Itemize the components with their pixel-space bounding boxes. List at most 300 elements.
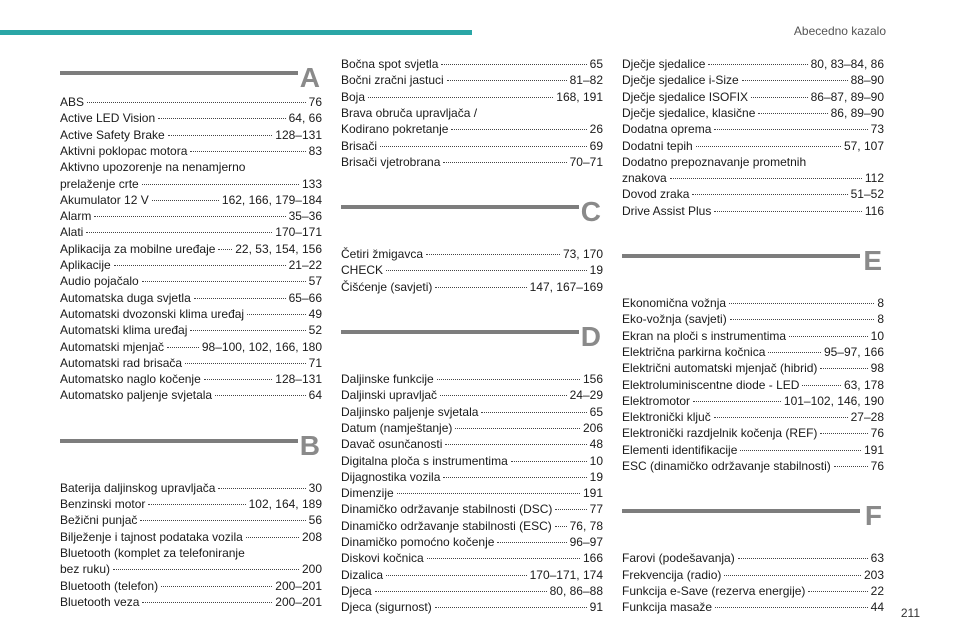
section-divider — [622, 509, 860, 513]
entry-page-refs: 200–201 — [275, 594, 322, 609]
entry-page-refs: 91 — [589, 600, 603, 615]
entry-term: Ekran na ploči s instrumentima — [622, 328, 787, 343]
entry-page-refs: 24–29 — [569, 388, 603, 403]
entry-page-refs: 76, 78 — [569, 518, 603, 533]
entry-term: Automatski rad brisača — [60, 355, 183, 370]
dot-leader — [375, 591, 547, 592]
index-entry[interactable] — [341, 138, 603, 154]
entry-page-refs: 10 — [870, 328, 884, 343]
index-entry[interactable] — [622, 138, 884, 154]
dot-leader — [435, 287, 526, 288]
entry-page-refs: 21–22 — [288, 258, 322, 272]
section-letter: D — [580, 321, 601, 352]
entry-term: Daljinski upravljač — [341, 388, 438, 403]
entry-term: Aplikacija za mobilne uređaje — [60, 241, 216, 256]
entry-term: Boja — [341, 89, 366, 104]
dot-leader — [94, 216, 285, 217]
index-entry[interactable] — [341, 404, 603, 420]
entry-page-refs: 19 — [589, 469, 603, 484]
index-entry[interactable] — [60, 387, 322, 403]
entry-page-refs: 76 — [870, 426, 884, 441]
entry-term: Aktivni poklopac motora — [60, 143, 188, 158]
dot-leader — [204, 379, 273, 380]
index-entry[interactable] — [60, 578, 322, 594]
dot-leader — [435, 607, 587, 608]
entry-page-refs: 22, 53, 154, 156 — [235, 241, 322, 256]
entry-term: Dinamičko održavanje stabilnosti (ESC) — [341, 518, 552, 533]
entry-term: Active LED Vision — [60, 111, 156, 126]
dot-leader — [218, 249, 232, 250]
dot-leader — [441, 64, 586, 65]
entry-page-refs: 64, 66 — [288, 111, 322, 126]
entry-term: Daljinsko paljenje svjetala — [341, 404, 479, 419]
index-entry[interactable] — [341, 56, 603, 72]
entry-term: Davač osunčanosti — [341, 437, 443, 452]
entry-page-refs: 49 — [308, 306, 322, 321]
index-entry[interactable] — [341, 154, 603, 170]
index-entry[interactable] — [341, 436, 603, 452]
dot-leader — [693, 401, 781, 402]
entry-term: Frekvencija (radio) — [622, 567, 722, 582]
dot-leader — [738, 558, 868, 559]
entry-term: Baterija daljinskog upravljača — [60, 480, 216, 495]
entry-page-refs: 35–36 — [288, 209, 322, 224]
dot-leader — [511, 461, 587, 462]
dot-leader — [185, 363, 306, 364]
section-letter: F — [864, 500, 882, 532]
entry-term: Daljinske funkcije — [341, 372, 434, 386]
dot-leader — [724, 575, 861, 576]
dot-leader — [86, 232, 272, 233]
entry-term: Dječje sjedalice, klasične — [622, 105, 756, 120]
entry-page-refs: 170–171 — [275, 225, 322, 240]
entry-page-refs: 95–97, 166 — [823, 344, 884, 359]
dot-leader — [142, 281, 306, 282]
entry-term: Alati — [60, 225, 84, 240]
entry-page-refs: 98 — [870, 361, 884, 376]
index-entry[interactable] — [622, 567, 884, 583]
entry-term: Bluetooth (telefon) — [60, 578, 159, 593]
entry-term: Kodirano pokretanje — [341, 122, 449, 137]
dot-leader — [386, 575, 527, 576]
entry-term: Active Safety Brake — [60, 127, 165, 142]
dot-leader — [440, 395, 567, 396]
dot-leader — [443, 162, 566, 163]
entry-page-refs: 168, 191 — [556, 89, 603, 104]
dot-leader — [114, 265, 286, 266]
dot-leader — [820, 433, 867, 434]
entry-term: Bežični punjač — [60, 513, 138, 528]
entry-term: Automatsko paljenje svjetala — [60, 388, 213, 403]
entry-term: Akumulator 12 V — [60, 192, 149, 207]
dot-leader — [190, 330, 305, 331]
entry-term: Alarm — [60, 209, 92, 224]
index-entry[interactable] — [622, 409, 884, 425]
index-entry[interactable] — [341, 501, 603, 517]
entry-term: Dječje sjedalice ISOFIX — [622, 89, 749, 104]
entry-term: Brisači — [341, 138, 378, 153]
index-entry[interactable] — [60, 94, 322, 110]
page-header-title: Abecedno kazalo — [793, 24, 886, 38]
index-entry-line: Aktivno upozorenje na nenamjerno — [60, 160, 246, 175]
dot-leader — [158, 118, 285, 119]
entry-page-refs: 128–131 — [275, 372, 322, 387]
entry-term: Automatsko naglo kočenje — [60, 372, 201, 387]
dot-leader — [168, 135, 273, 136]
index-entry[interactable] — [60, 224, 322, 240]
index-entry[interactable] — [341, 371, 603, 387]
entry-page-refs: 116 — [864, 203, 884, 218]
index-entry[interactable] — [622, 583, 884, 599]
entry-term: Dodatna oprema — [622, 122, 712, 137]
section-letter: E — [863, 245, 882, 276]
entry-term: prelaženje crte — [60, 176, 139, 191]
index-entry[interactable] — [341, 567, 603, 583]
dot-leader — [742, 80, 848, 81]
entry-term: Eko-vožnja (savjeti) — [622, 312, 727, 327]
entry-page-refs: 52 — [308, 323, 322, 338]
dot-leader — [455, 428, 580, 429]
dot-leader — [730, 319, 875, 320]
index-entry[interactable] — [622, 203, 884, 219]
section-heading — [60, 430, 322, 466]
entry-term: Dizalica — [341, 567, 384, 582]
entry-page-refs: 96–97 — [569, 535, 603, 549]
entry-term: Dinamičko pomoćno kočenje — [341, 535, 495, 549]
index-entry[interactable] — [60, 306, 322, 322]
entry-term: Aplikacije — [60, 258, 111, 272]
entry-page-refs: 73, 170 — [562, 247, 603, 262]
dot-leader — [808, 591, 867, 592]
dot-leader — [670, 178, 862, 179]
section-divider — [622, 254, 860, 258]
index-entry[interactable] — [341, 550, 603, 566]
entry-page-refs: 71 — [308, 355, 322, 370]
index-entry[interactable] — [341, 420, 603, 436]
dot-leader — [142, 184, 299, 185]
entry-page-refs: 8 — [877, 312, 884, 327]
index-entry[interactable] — [60, 322, 322, 338]
entry-page-refs: 65 — [589, 404, 603, 419]
dot-leader — [740, 450, 861, 451]
index-entry-line: Dodatno prepoznavanje prometnih — [622, 154, 807, 169]
entry-term: Elementi identifikacije — [622, 442, 738, 457]
dot-leader — [427, 558, 580, 559]
index-entry[interactable] — [622, 311, 884, 327]
index-entry[interactable] — [622, 442, 884, 458]
entry-term: Dodatni tepih — [622, 138, 693, 153]
index-entry[interactable] — [341, 599, 603, 615]
dot-leader — [834, 466, 868, 467]
index-entry[interactable] — [622, 328, 884, 344]
index-entry[interactable] — [60, 127, 322, 143]
entry-term: Brisači vjetrobrana — [341, 154, 441, 169]
entry-page-refs: 206 — [582, 420, 603, 435]
entry-page-refs: 200–201 — [275, 578, 322, 593]
entry-term: Audio pojačalo — [60, 274, 139, 289]
section-letter: B — [299, 429, 320, 461]
entry-term: Drive Assist Plus — [622, 203, 712, 218]
dot-leader — [768, 352, 821, 353]
dot-leader — [167, 347, 199, 348]
entry-term: Bočni zračni jastuci — [341, 73, 444, 88]
index-entry[interactable] — [60, 594, 322, 610]
entry-page-refs: 51–52 — [850, 187, 884, 202]
index-entry[interactable] — [60, 273, 322, 289]
entry-page-refs: 208 — [301, 529, 322, 544]
index-entry[interactable] — [622, 393, 884, 409]
entry-page-refs: 77 — [589, 502, 603, 517]
index-entry[interactable] — [341, 121, 603, 137]
entry-page-refs: 102, 164, 189 — [248, 497, 322, 511]
entry-page-refs: 128–131 — [275, 127, 322, 142]
entry-page-refs: 8 — [877, 296, 884, 310]
entry-page-refs: 112 — [864, 171, 884, 186]
entry-term: Bočna spot svjetla — [341, 57, 439, 71]
index-entry[interactable] — [60, 241, 322, 257]
entry-term: Dimenzije — [341, 486, 394, 501]
index-entry[interactable] — [622, 295, 884, 311]
entry-page-refs: 30 — [308, 480, 322, 495]
index-entry[interactable] — [341, 518, 603, 534]
index-entry[interactable] — [60, 192, 322, 208]
entry-page-refs: 170–171, 174 — [529, 567, 603, 582]
entry-term: Diskovi kočnica — [341, 551, 424, 566]
dot-leader — [714, 417, 848, 418]
entry-page-refs: 203 — [863, 567, 884, 582]
entry-page-refs: 156 — [582, 372, 603, 386]
entry-page-refs: 166 — [582, 551, 603, 566]
index-entry[interactable] — [60, 480, 322, 496]
entry-page-refs: 70–71 — [569, 154, 603, 169]
index-entry[interactable] — [60, 355, 322, 371]
index-entry[interactable] — [60, 176, 322, 192]
entry-term: Dijagnostika vozila — [341, 469, 441, 484]
entry-page-refs: 162, 166, 179–184 — [221, 192, 322, 207]
dot-leader — [142, 602, 272, 603]
entry-term: znakova — [622, 171, 667, 186]
index-entry[interactable] — [622, 121, 884, 137]
entry-page-refs: 10 — [589, 453, 603, 468]
dot-leader — [194, 298, 286, 299]
dot-leader — [247, 314, 306, 315]
entry-term: Elektromotor — [622, 393, 691, 408]
section-heading — [622, 500, 884, 536]
entry-term: Bilježenje i tajnost podataka vozila — [60, 529, 243, 544]
index-entry[interactable] — [60, 110, 322, 126]
dot-leader — [368, 97, 553, 98]
index-entry[interactable] — [622, 458, 884, 474]
index-entry[interactable] — [622, 170, 884, 186]
dot-leader — [751, 97, 808, 98]
entry-term: Ekonomična vožnja — [622, 296, 727, 310]
entry-term: bez ruku) — [60, 562, 111, 577]
entry-page-refs: 63, 178 — [843, 377, 884, 392]
entry-term: Elektronički razdjelnik kočenja (REF) — [622, 426, 818, 441]
entry-term: Bluetooth veza — [60, 594, 140, 609]
index-entry[interactable] — [341, 534, 603, 550]
index-entry[interactable] — [341, 485, 603, 501]
entry-page-refs: 81–82 — [569, 73, 603, 88]
entry-page-refs: 73 — [870, 122, 884, 137]
entry-page-refs: 26 — [589, 122, 603, 137]
dot-leader — [113, 569, 299, 570]
dot-leader — [497, 542, 566, 543]
entry-page-refs: 65–66 — [288, 290, 322, 305]
dot-leader — [148, 504, 245, 505]
dot-leader — [437, 379, 580, 380]
entry-term: Automatski dvozonski klima uređaj — [60, 306, 245, 321]
entry-term: Dinamičko održavanje stabilnosti (DSC) — [341, 502, 553, 517]
dot-leader — [161, 586, 272, 587]
section-divider — [60, 439, 298, 443]
entry-page-refs: 76 — [870, 459, 884, 473]
entry-page-refs: 191 — [863, 442, 884, 457]
entry-page-refs: 56 — [308, 513, 322, 528]
dot-leader — [246, 537, 299, 538]
dot-leader — [426, 254, 560, 255]
page-number: 211 — [900, 606, 920, 620]
entry-page-refs: 27–28 — [850, 410, 884, 425]
index-entry[interactable] — [60, 208, 322, 224]
entry-page-refs: 57 — [308, 274, 322, 289]
index-entry[interactable] — [341, 453, 603, 469]
entry-term: Električna parkirna kočnica — [622, 344, 766, 359]
index-entry[interactable] — [622, 105, 884, 121]
entry-page-refs: 65 — [589, 57, 603, 71]
entry-page-refs: 69 — [589, 138, 603, 153]
entry-page-refs: 57, 107 — [843, 138, 884, 153]
dot-leader — [758, 113, 827, 114]
entry-term: Četiri žmigavca — [341, 247, 424, 262]
entry-term: Automatski klima uređaj — [60, 323, 188, 338]
index-entry[interactable] — [60, 290, 322, 306]
entry-page-refs: 22 — [870, 583, 884, 598]
index-entry[interactable] — [622, 550, 884, 566]
index-entry[interactable] — [341, 387, 603, 403]
dot-leader — [729, 303, 874, 304]
entry-page-refs: 86, 89–90 — [830, 105, 884, 120]
section-letter: C — [580, 196, 601, 228]
entry-page-refs: 48 — [589, 437, 603, 452]
dot-leader — [820, 368, 867, 369]
index-entry[interactable] — [341, 89, 603, 105]
dot-leader — [190, 151, 305, 152]
dot-leader — [397, 493, 580, 494]
section-divider — [60, 71, 298, 75]
dot-leader — [692, 194, 847, 195]
index-entry-line: Bluetooth (komplet za telefoniranje — [60, 545, 245, 560]
index-entry[interactable] — [60, 512, 322, 528]
entry-page-refs: 86–87, 89–90 — [810, 89, 884, 104]
header-accent-bar — [0, 30, 472, 35]
dot-leader — [380, 146, 587, 147]
index-entry[interactable] — [622, 377, 884, 393]
dot-leader — [152, 200, 219, 201]
dot-leader — [714, 211, 862, 212]
index-entry[interactable] — [60, 496, 322, 512]
dot-leader — [555, 509, 586, 510]
index-entry[interactable] — [60, 143, 322, 159]
dot-leader — [215, 395, 306, 396]
entry-page-refs: 88–90 — [850, 73, 884, 88]
entry-term: Digitalna ploča s instrumentima — [341, 453, 508, 468]
dot-leader — [696, 146, 841, 147]
dot-leader — [802, 385, 841, 386]
dot-leader — [445, 444, 586, 445]
index-entry[interactable] — [341, 72, 603, 88]
entry-page-refs: 133 — [301, 176, 322, 191]
index-entry-line: Brava obruča upravljača / — [341, 105, 478, 120]
entry-page-refs: 63 — [870, 551, 884, 566]
entry-page-refs: 64 — [308, 388, 322, 403]
index-entry[interactable] — [341, 583, 603, 599]
index-entry[interactable] — [60, 257, 322, 273]
index-entry[interactable] — [622, 186, 884, 202]
index-entry[interactable] — [622, 344, 884, 360]
entry-term: Dječje sjedalice — [622, 57, 706, 71]
index-entry[interactable] — [341, 469, 603, 485]
dot-leader — [218, 488, 305, 489]
index-entry[interactable] — [622, 599, 884, 615]
index-entry[interactable] — [622, 56, 884, 72]
section-heading — [341, 321, 603, 357]
dot-leader — [386, 270, 587, 271]
index-entry[interactable] — [622, 360, 884, 376]
index-entry[interactable] — [60, 561, 322, 577]
section-divider — [341, 205, 579, 209]
entry-term: ABS — [60, 95, 85, 109]
entry-page-refs: 83 — [308, 143, 322, 158]
entry-term: CHECK — [341, 263, 384, 278]
entry-term: Elektroluminiscentne diode - LED — [622, 377, 800, 392]
index-entry[interactable] — [622, 425, 884, 441]
index-entry[interactable] — [341, 262, 603, 278]
entry-page-refs: 191 — [582, 486, 603, 501]
index-entry[interactable] — [341, 279, 603, 295]
entry-page-refs: 98–100, 102, 166, 180 — [201, 339, 322, 354]
entry-term: Elektronički ključ — [622, 410, 711, 425]
dot-leader — [481, 412, 586, 413]
entry-page-refs: 19 — [589, 263, 603, 278]
entry-term: Benzinski motor — [60, 497, 146, 511]
entry-term: Djeca — [341, 583, 372, 598]
dot-leader — [443, 477, 586, 478]
entry-term: Automatska duga svjetla — [60, 290, 191, 305]
dot-leader — [789, 336, 868, 337]
dot-leader — [447, 80, 567, 81]
entry-term: Automatski mjenjač — [60, 339, 165, 354]
index-entry[interactable] — [60, 339, 322, 355]
entry-page-refs: 80, 86–88 — [549, 583, 603, 598]
index-entry[interactable] — [622, 72, 884, 88]
section-divider — [341, 330, 579, 334]
entry-page-refs: 101–102, 146, 190 — [783, 393, 884, 408]
index-entry[interactable] — [60, 371, 322, 387]
entry-page-refs: 80, 83–84, 86 — [810, 57, 884, 71]
dot-leader — [451, 129, 586, 130]
dot-leader — [555, 526, 567, 527]
dot-leader — [140, 520, 305, 521]
index-entry[interactable] — [341, 246, 603, 262]
index-entry[interactable] — [60, 529, 322, 545]
entry-term: Dječje sjedalice i-Size — [622, 73, 739, 88]
dot-leader — [714, 129, 867, 130]
entry-page-refs: 200 — [301, 562, 322, 577]
entry-term: Električni automatski mjenjač (hibrid) — [622, 361, 818, 376]
section-letter: A — [299, 62, 320, 93]
index-entry[interactable] — [622, 89, 884, 105]
